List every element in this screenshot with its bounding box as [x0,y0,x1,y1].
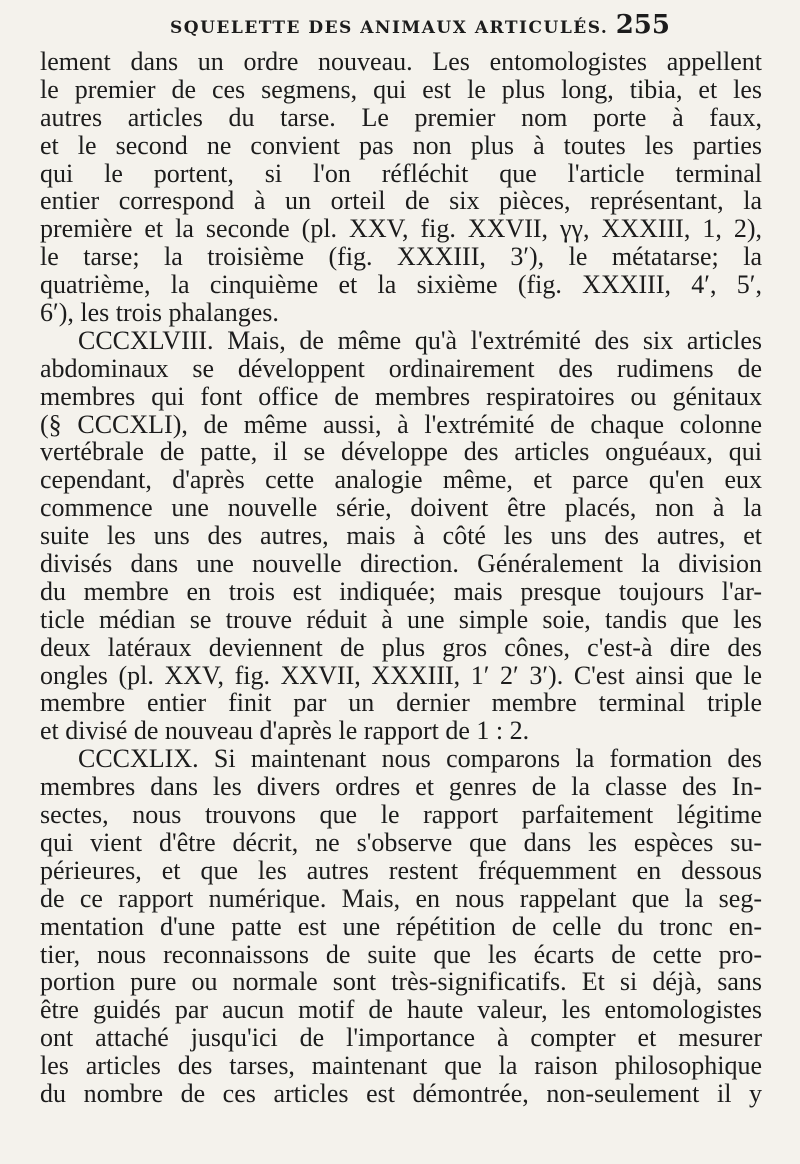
text-line: le tarse; la troisième (fig. XXXIII, 3′), le métatarse; la [40,242,762,272]
text-line: du nombre de ces articles est démontrée, non-seulement il y [40,1078,762,1108]
text-line: qui vient d'être décrit, ne s'observe que dans les espèces su- [40,827,762,857]
text-line: première et la seconde (pl. XXV, fig. XXVII, γγ, XXXIII, 1, 2), [40,214,762,244]
text-line: et divisé de nouveau d'après le rapport de 1 : 2. [40,716,530,746]
paragraph-cccxlix [40,745,762,1108]
running-head [0,10,800,44]
page-number: 255 [615,10,670,40]
text-line: ont attaché jusqu'ici de l'importance à compter et mesurer [40,1023,762,1053]
text-line: CCCXLVIII. Mais, de même qu'à l'extrémité des six articles [78,325,762,355]
text-line: (§ CCCXLI), de même aussi, à l'extrémité de chaque colonne [40,409,762,439]
text-line: autres articles du tarse. Le premier nom porte à faux, [40,102,762,132]
text-line: mentation d'une patte est une répétition de celle du tronc en- [40,911,762,941]
paragraph-cccxlviii [40,327,762,745]
text-line: entier correspond à un orteil de six pièces, représentant, la [40,186,762,216]
text-line: cependant, d'après cette analogie même, et parce qu'en eux [40,465,762,495]
text-line: membres dans les divers ordres et genres de la classe des In- [40,772,762,802]
text-line: et le second ne convient pas non plus à toutes les parties [40,130,762,160]
text-line: ongles (pl. XXV, fig. XXVII, XXXIII, 1′ 2′ 3′). C'est ainsi que le [40,660,762,690]
text-line: tier, nous reconnaissons de suite que les écarts de cette pro- [40,939,762,969]
text-line: divisés dans une nouvelle direction. Généralement la division [40,549,762,579]
text-line: commence une nouvelle série, doivent être placés, non à la [40,493,762,523]
text-line: quatrième, la cinquième et la sixième (fig. XXXIII, 4′, 5′, [40,270,762,300]
text-line: 6′), les trois phalanges. [40,298,279,328]
text-line: périeures, et que les autres restent fréquemment en dessous [40,855,762,885]
body-text [40,48,762,1108]
text-line: les articles des tarses, maintenant que la raison philosophique [40,1051,762,1081]
text-line: qui le portent, si l'on réfléchit que l'article terminal [40,158,762,188]
text-line: sectes, nous trouvons que le rapport parfaitement légitime [40,800,762,830]
text-line: ticle médian se trouve réduit à une simple soie, tandis que les [40,604,762,634]
text-line: portion pure ou normale sont très-significatifs. Et si déjà, sans [40,967,762,997]
text-line: vertébrale de patte, il se développe des articles onguéaux, qui [40,437,762,467]
text-line: membres qui font office de membres respiratoires ou génitaux [40,381,762,411]
text-line: abdominaux se développent ordinairement des rudimens de [40,353,762,383]
text-line: suite les uns des autres, mais à côté les uns des autres, et [40,521,762,551]
text-line: de ce rapport numérique. Mais, en nous rappelant que la seg- [40,883,762,913]
text-line: deux latéraux deviennent de plus gros cônes, c'est-à dire des [40,632,762,662]
text-line: membre entier finit par un dernier membre terminal triple [40,688,762,718]
running-title: SQUELETTE DES ANIMAUX ARTICULÉS. [170,18,609,38]
paragraph-1 [40,48,762,327]
text-line: du membre en trois est indiquée; mais presque toujours l'ar- [40,576,762,606]
text-line: lement dans un ordre nouveau. Les entomologistes appellent [40,47,762,76]
text-line: le premier de ces segmens, qui est le plus long, tibia, et les [40,74,762,104]
text-line: être guidés par aucun motif de haute valeur, les entomologistes [40,995,762,1025]
text-line: CCCXLIX. Si maintenant nous comparons la formation des [78,744,762,774]
